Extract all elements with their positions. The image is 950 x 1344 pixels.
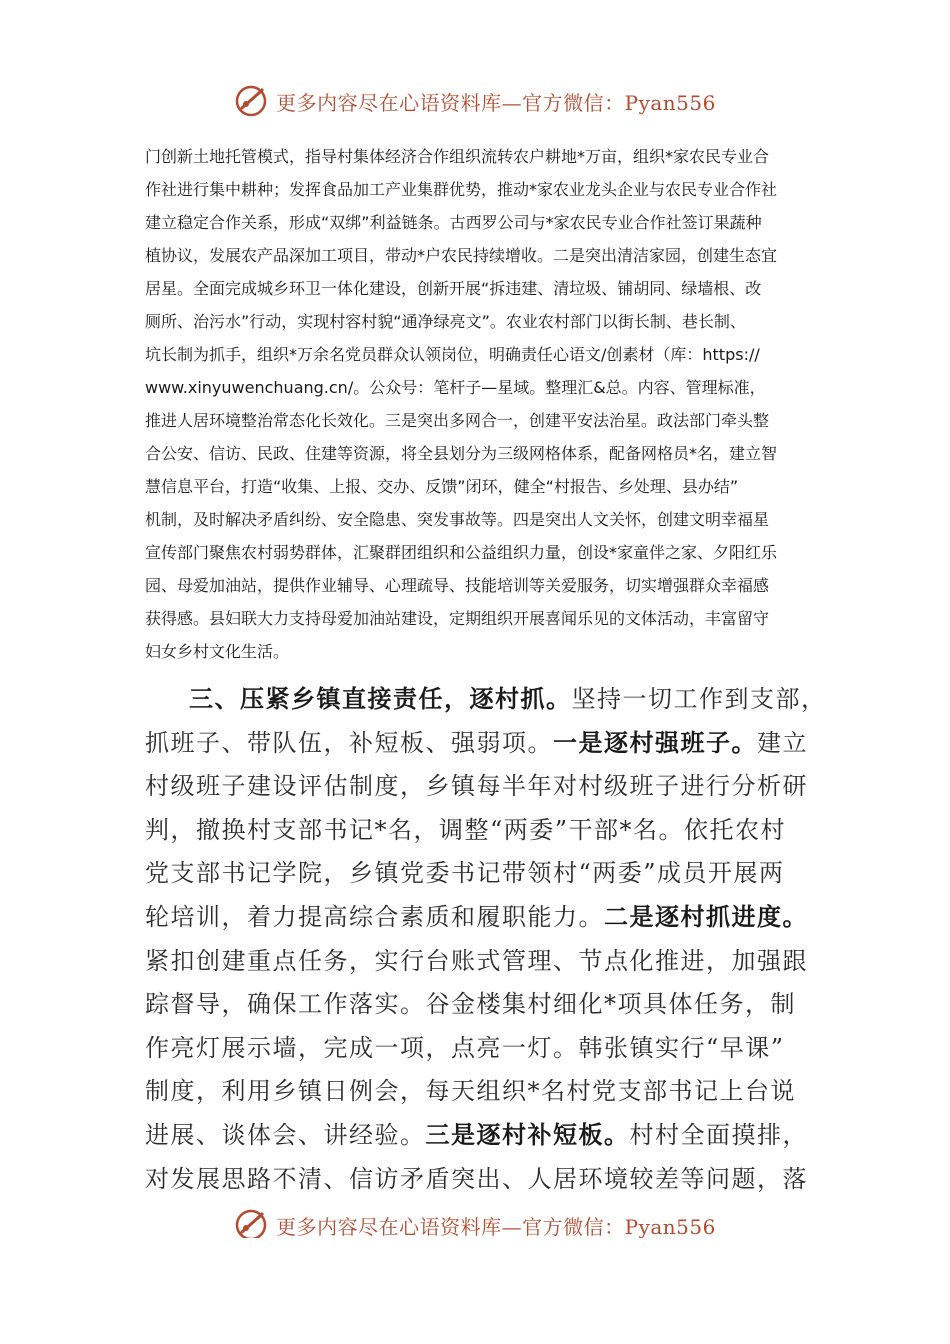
text-line: 厕所、治污水”行动，实现村容村貌“通净绿亮文”。农业农村部门以街长制、巷长制、 — [145, 312, 746, 331]
text-line: 紧扣创建重点任务，实行台账式管理、节点化推进，加强跟 — [145, 946, 808, 975]
text-line: 慧信息平台，打造“收集、上报、交办、反馈”闭环，健全“村报告、乡处理、县办结” — [145, 477, 739, 496]
text-line: 党支部书记学院，乡镇党委书记带领村“两委”成员开展两 — [145, 859, 785, 888]
body-paragraph-small — [145, 140, 815, 668]
text-line: 获得感。县妇联大力支持母爱加油站建设，定期组织开展喜闻乐见的文体活动，丰富留守 — [145, 609, 770, 628]
text-line: 踪督导，确保工作落实。谷金楼集村细化*项具体任务，制 — [145, 990, 796, 1019]
text-line: 村级班子建设评估制度，乡镇每半年对村级班子进行分析研 — [145, 772, 808, 801]
watermark-header — [0, 84, 950, 118]
subheading: 三是逐村补短板。 — [425, 1120, 630, 1149]
text-line: 抓班子、带队伍，补短板、强弱项。一是逐村强班子。建立 — [145, 728, 808, 757]
logo-icon — [234, 84, 268, 118]
section-heading: 三、压紧乡镇直接责任，逐村抓。 — [189, 685, 572, 713]
body-paragraph-large — [145, 678, 825, 1201]
text-line: 合公安、信访、民政、住建等资源，将全县划分为三级网格体系，配备网格员*名，建立智 — [145, 444, 778, 463]
text-line: 判，撤换村支部书记*名，调整“两委”干部*名。依托农村 — [145, 815, 787, 844]
logo-icon — [234, 1208, 268, 1238]
watermark-footer — [0, 1204, 950, 1238]
text-line: 坑长制为抓手，组织*万余名党员群众认领岗位，明确责任心语文/创素材（库：https:// — [145, 345, 760, 364]
text-line: 对发展思路不清、信访矛盾突出、人居环境较差等问题，落 — [145, 1164, 808, 1193]
subheading: 二是逐村抓进度。 — [604, 902, 808, 931]
text-line: 居星。全面完成城乡环卫一体化建设，创新开展“拆违建、清垃圾、铺胡同、绿墙根、改 — [145, 279, 762, 298]
subheading: 一是逐村强班子。 — [553, 728, 757, 757]
text-line: 推进人居环境整治常态化长效化。三是突出多网合一，创建平安法治星。政法部门牵头整 — [145, 411, 770, 430]
watermark-text: 更多内容尽在心语资料库—官方微信：Pyan556 — [276, 90, 716, 115]
text-line: 宣传部门聚焦农村弱势群体，汇聚群团组织和公益组织力量，创设*家童伴之家、夕阳红乐 — [145, 543, 778, 562]
text-line: www.xinyuwenchuang.cn/。公众号：笔杆子—星域。整理汇&总。内容、管理标准， — [145, 378, 766, 397]
text-line: 三、压紧乡镇直接责任，逐村抓。坚持一切工作到支部， — [189, 685, 827, 713]
text-line: 进展、谈体会、讲经验。三是逐村补短板。村村全面摸排， — [145, 1120, 808, 1149]
text-line: 作亮灯展示墙，完成一项，点亮一灯。韩张镇实行“早课” — [145, 1033, 785, 1062]
watermark-text: 更多内容尽在心语资料库—官方微信：Pyan556 — [276, 1214, 716, 1238]
text-line: 轮培训，着力提高综合素质和履职能力。二是逐村抓进度。 — [145, 902, 808, 931]
text-line: 作社进行集中耕种；发挥食品加工产业集群优势，推动*家农业龙头企业与农民专业合作社 — [145, 180, 778, 199]
text-line: 园、母爱加油站，提供作业辅导、心理疏导、技能培训等关爱服务，切实增强群众幸福感 — [145, 576, 770, 595]
text-line: 建立稳定合作关系，形成“双绑”利益链条。古西罗公司与*家农民专业合作社签订果蔬种 — [145, 213, 762, 232]
text-line: 机制，及时解决矛盾纠纷、安全隐患、突发事故等。四是突出人文关怀，创建文明幸福星 — [145, 510, 770, 529]
text-line: 植协议，发展农产品深加工项目，带动*户农民持续增收。二是突出清洁家园，创建生态宜 — [145, 246, 778, 265]
text-line: 门创新土地托管模式，指导村集体经济合作组织流转农户耕地*万亩，组织*家农民专业合 — [145, 147, 770, 166]
text-line: 妇女乡村文化生活。 — [145, 642, 290, 661]
text-line: 制度，利用乡镇日例会，每天组织*名村党支部书记上台说 — [145, 1077, 796, 1106]
